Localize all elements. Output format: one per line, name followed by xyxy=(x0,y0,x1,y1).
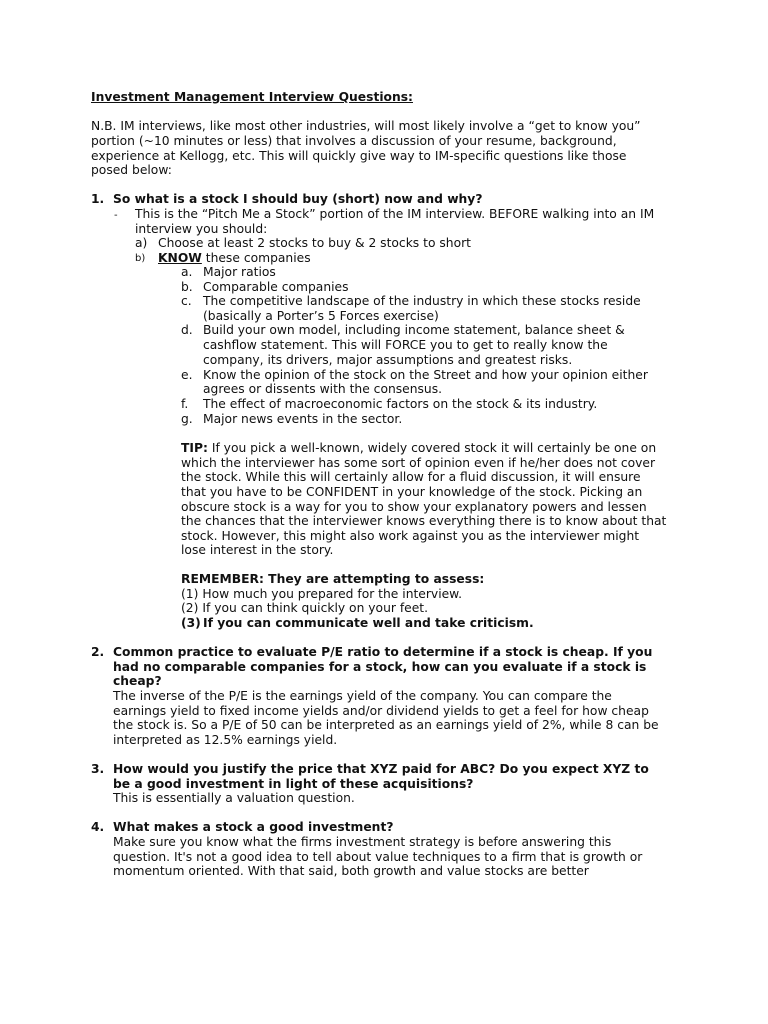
sub-item-line: cashflow statement. This will FORCE you to get to really know the xyxy=(203,338,608,352)
remember-heading: REMEMBER: They are attempting to assess: xyxy=(181,572,485,586)
intro-line: portion (~10 minutes or less) that involves a discussion of your resume, background, xyxy=(91,134,617,148)
tip-text: If you pick a well-known, widely covered stock it will certainly be one on xyxy=(207,441,657,455)
intro-line: experience at Kellogg, etc. This will quickly give way to IM-specific questions like those xyxy=(91,149,627,163)
pitch-line: This is the “Pitch Me a Stock” portion of the IM interview. BEFORE walking into an IM xyxy=(135,207,655,221)
list-item-text xyxy=(158,251,311,266)
answer-line: interpreted as 12.5% earnings yield. xyxy=(113,733,338,747)
list-item-text: Choose at least 2 stocks to buy & 2 stocks to short xyxy=(158,236,471,250)
tip-label: TIP: xyxy=(181,441,208,455)
know-keyword: KNOW xyxy=(158,251,202,265)
tip-line: the stock. While this will certainly allow for a fluid discussion, it will ensure xyxy=(181,470,641,484)
tip-line: the chances that the interviewer knows everything there is to know about that xyxy=(181,514,667,528)
question-line: had no comparable companies for a stock, how can you evaluate if a stock is xyxy=(113,660,647,674)
answer-line: earnings yield to fixed income yields and/or dividend yields to get a feel for how cheap xyxy=(113,704,649,718)
question-number: 3. xyxy=(91,762,105,776)
sub-marker: c. xyxy=(181,294,192,308)
sub-marker: b. xyxy=(181,280,193,294)
remember-item: (1) How much you prepared for the interview. xyxy=(181,587,463,601)
tip-line: obscure stock is a way for you to show your explanatory powers and lessen xyxy=(181,500,647,514)
answer-line: the stock is. So a P/E of 50 can be interpreted as an earnings yield of 2%, while 8 can be xyxy=(113,718,659,732)
sub-item-line: Major news events in the sector. xyxy=(203,412,403,426)
question-number: 2. xyxy=(91,645,105,659)
sub-marker: d. xyxy=(181,323,193,337)
tip-line: stock. However, this might also work against you as the interviewer might xyxy=(181,529,640,543)
dash-bullet: - xyxy=(114,210,118,221)
sub-item-line: Comparable companies xyxy=(203,280,349,294)
tip-line xyxy=(181,441,656,456)
intro-line: posed below: xyxy=(91,163,172,177)
answer-line: Make sure you know what the firms investment strategy is before answering this xyxy=(113,835,612,849)
tip-line: lose interest in the story. xyxy=(181,543,334,557)
sub-marker: e. xyxy=(181,368,193,382)
remember-item: (2) If you can think quickly on your feet. xyxy=(181,601,429,615)
question-line: Common practice to evaluate P/E ratio to determine if a stock is cheap. If you xyxy=(113,645,653,659)
remember-item-text: If you can communicate well and take criticism. xyxy=(203,616,534,630)
remember-item-number: (3) xyxy=(181,616,201,630)
sub-item-line: agrees or dissents with the consensus. xyxy=(203,382,443,396)
list-marker: a) xyxy=(135,236,148,250)
tip-line: that you have to be CONFIDENT in your knowledge of the stock. Picking an xyxy=(181,485,643,499)
question-line: How would you justify the price that XYZ paid for ABC? Do you expect XYZ to xyxy=(113,762,649,776)
sub-marker: g. xyxy=(181,412,193,426)
sub-marker: a. xyxy=(181,265,193,279)
sub-item-line: The competitive landscape of the industry in which these stocks reside xyxy=(203,294,641,308)
tip-line: which the interviewer has some sort of opinion even if he/her does not cover xyxy=(181,456,656,470)
sub-item-line: company, its drivers, major assumptions and greatest risks. xyxy=(203,353,573,367)
question-line: be a good investment in light of these acquisitions? xyxy=(113,777,474,791)
question-line: cheap? xyxy=(113,674,162,688)
sub-item-line: Know the opinion of the stock on the Street and how your opinion either xyxy=(203,368,648,382)
question-number: 1. xyxy=(91,192,105,206)
sub-item-line: Major ratios xyxy=(203,265,276,279)
answer-line: The inverse of the P/E is the earnings yield of the company. You can compare the xyxy=(113,689,612,703)
question-line: What makes a stock a good investment? xyxy=(113,820,394,834)
question-number: 4. xyxy=(91,820,105,834)
intro-line: N.B. IM interviews, like most other industries, will most likely involve a “get to know you” xyxy=(91,119,641,133)
sub-item-line: The effect of macroeconomic factors on the stock & its industry. xyxy=(203,397,598,411)
list-marker: b) xyxy=(135,253,146,264)
sub-marker: f. xyxy=(181,397,189,411)
answer-line: This is essentially a valuation question. xyxy=(113,791,355,805)
question-text: So what is a stock I should buy (short) now and why? xyxy=(113,192,483,206)
document-title: Investment Management Interview Questions: xyxy=(91,90,413,104)
answer-line: momentum oriented. With that said, both growth and value stocks are better xyxy=(113,864,589,878)
sub-item-line: Build your own model, including income statement, balance sheet & xyxy=(203,323,625,337)
know-rest: these companies xyxy=(201,251,311,265)
sub-item-line: (basically a Porter’s 5 Forces exercise) xyxy=(203,309,439,323)
pitch-line: interview you should: xyxy=(135,222,268,236)
answer-line: question. It's not a good idea to tell about value techniques to a firm that is growth or xyxy=(113,850,643,864)
